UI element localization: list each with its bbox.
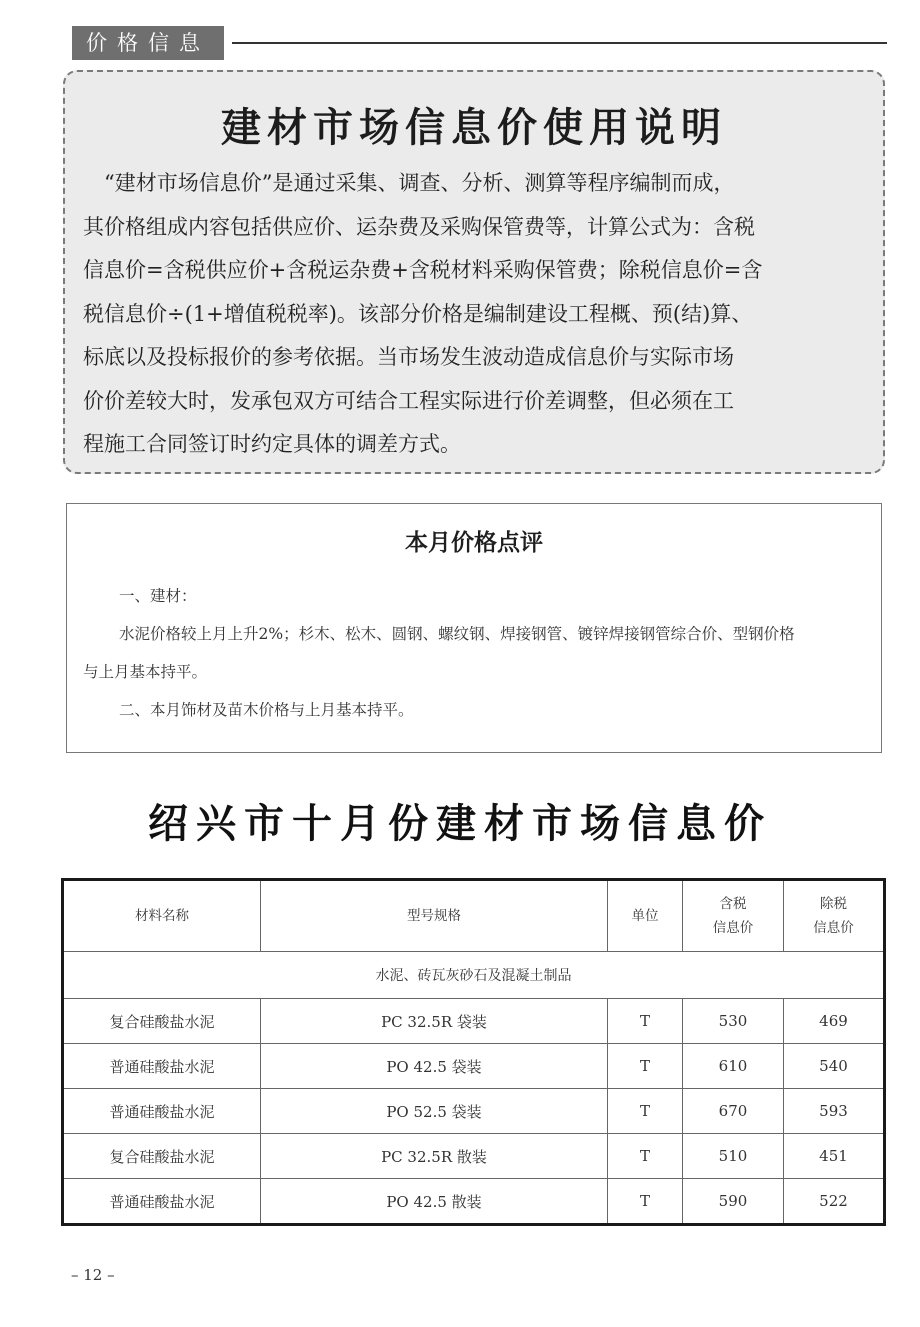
cell-tax-included: 610 [683, 1044, 784, 1089]
cell-spec: PO 52.5 袋装 [261, 1089, 608, 1134]
cell-tax-included: 510 [683, 1134, 784, 1179]
notice-line: 其价格组成内容包括供应价、运杂费及采购保管费等，计算公式为：含税 [83, 214, 755, 239]
section-label: 价格信息 [72, 26, 224, 60]
usage-notice-box [63, 70, 885, 474]
cell-tax-included: 590 [683, 1179, 784, 1225]
cell-unit: T [608, 1179, 683, 1225]
cell-spec: PO 42.5 袋装 [261, 1044, 608, 1089]
notice-body [83, 162, 863, 467]
cell-name: 普通硅酸盐水泥 [63, 1089, 261, 1134]
notice-line: 信息价=含税供应价+含税运杂费+含税材料采购保管费；除税信息价=含 [83, 258, 763, 282]
price-list-title: 绍兴市十月份建材市场信息价 [148, 801, 772, 847]
cell-tax-excluded: 451 [784, 1134, 885, 1179]
cell-tax-included: 670 [683, 1089, 784, 1134]
notice-line: “建材市场信息价”是通过采集、调查、分析、测算等程序编制而成， [83, 171, 735, 195]
cell-tax-excluded: 469 [784, 999, 885, 1044]
review-paragraph-cont: 与上月基本持平。 [83, 663, 208, 681]
table-row [63, 1179, 885, 1225]
category-row [63, 952, 885, 999]
cell-tax-excluded: 593 [784, 1089, 885, 1134]
header-unit: 单位 [608, 880, 683, 952]
table-row [63, 999, 885, 1044]
table-header-row [63, 880, 885, 952]
cell-unit: T [608, 999, 683, 1044]
review-paragraph: 水泥价格较上月上升2%；杉木、松木、圆钢、螺纹钢、焊接钢管、镀锌焊接钢管综合价、型钢价格 [119, 625, 795, 643]
notice-line: 价价差较大时，发承包双方可结合工程实际进行价差调整，但必须在工 [83, 388, 734, 413]
header-tax-included [683, 880, 784, 952]
table-row [63, 1044, 885, 1089]
category-label: 水泥、砖瓦灰砂石及混凝土制品 [63, 952, 885, 999]
cell-name: 复合硅酸盐水泥 [63, 999, 261, 1044]
header-tax-excluded [784, 880, 885, 952]
cell-unit: T [608, 1044, 683, 1089]
notice-title: 建材市场信息价使用说明 [221, 105, 727, 151]
notice-line: 程施工合同签订时约定具体的调差方式。 [83, 432, 461, 456]
cell-spec: PO 42.5 散装 [261, 1179, 608, 1225]
cell-unit: T [608, 1134, 683, 1179]
price-table [61, 878, 886, 1226]
page-number: – 12 – [71, 1266, 115, 1284]
cell-spec: PC 32.5R 袋装 [261, 999, 608, 1044]
notice-line: 标底以及投标报价的参考依据。当市场发生波动造成信息价与实际市场 [83, 345, 734, 369]
header-tax-included-line2: 信息价 [712, 920, 754, 936]
cell-name: 复合硅酸盐水泥 [63, 1134, 261, 1179]
monthly-review-box [66, 503, 882, 753]
table-row [63, 1089, 885, 1134]
table-row [63, 1134, 885, 1179]
cell-tax-excluded: 522 [784, 1179, 885, 1225]
header-rule [232, 42, 887, 44]
header-spec: 型号规格 [261, 880, 608, 952]
header-tax-excluded-line2: 信息价 [813, 920, 854, 936]
cell-spec: PC 32.5R 散装 [261, 1134, 608, 1179]
cell-unit: T [608, 1089, 683, 1134]
review-title: 本月价格点评 [405, 530, 543, 556]
header-material-name: 材料名称 [63, 880, 261, 952]
cell-tax-excluded: 540 [784, 1044, 885, 1089]
header-tax-included-line1: 含税 [719, 896, 747, 912]
cell-name: 普通硅酸盐水泥 [63, 1044, 261, 1089]
review-heading-materials: 一、建材： [119, 587, 197, 605]
header-tax-excluded-line1: 除税 [820, 896, 847, 912]
cell-name: 普通硅酸盐水泥 [63, 1179, 261, 1225]
notice-line: 税信息价÷(1+增值税税率)。该部分价格是编制建设工程概、预(结)算、 [83, 301, 753, 326]
cell-tax-included: 530 [683, 999, 784, 1044]
review-heading-finishes: 二、本月饰材及苗木价格与上月基本持平。 [119, 701, 414, 719]
